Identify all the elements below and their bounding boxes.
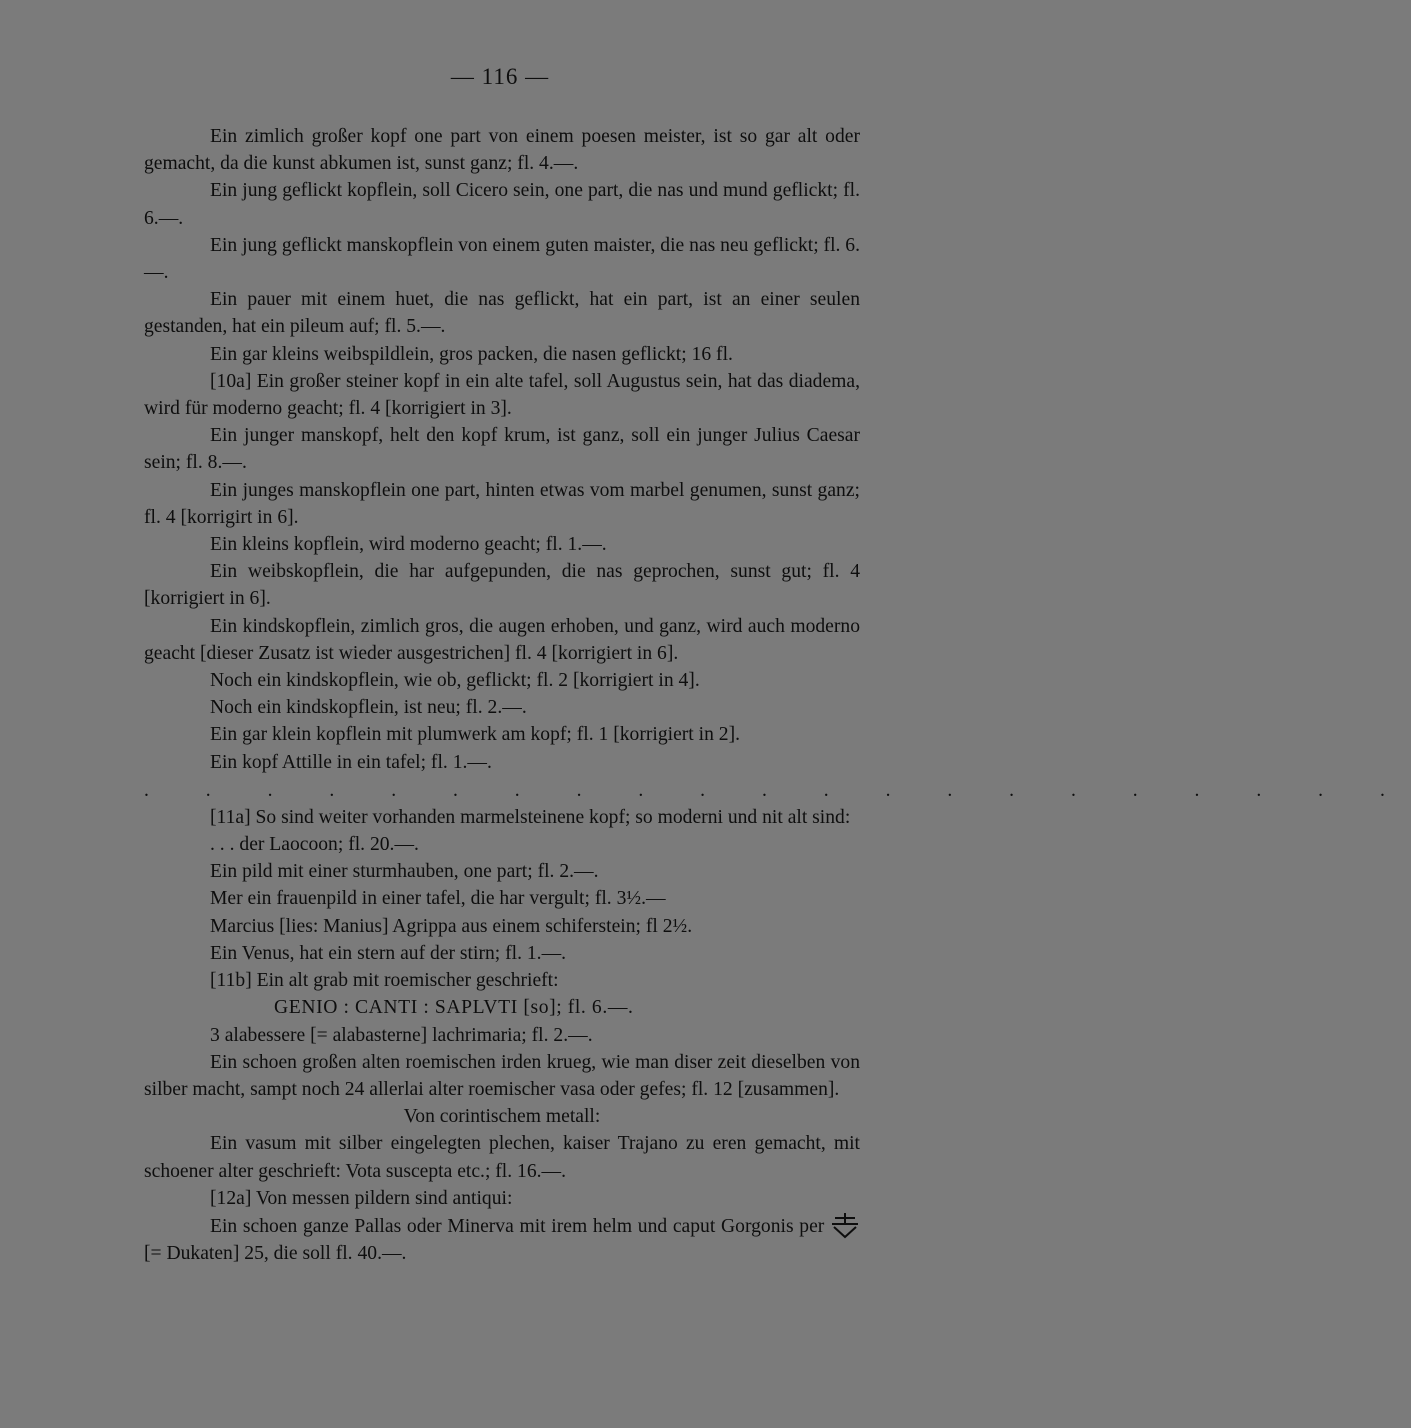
inscription-line: GENIO : CANTI : SAPLVTI [so]; fl. 6.—. xyxy=(274,997,634,1019)
paragraph-text: [= Dukaten] 25, die soll fl. 40.—. xyxy=(144,1243,407,1265)
paragraph: Mer ein frauenpild in einer tafel, die har vergult; fl. 3½.— xyxy=(210,888,666,910)
paragraph: Ein pild mit einer sturmhauben, one part; fl. 2.—. xyxy=(210,861,599,883)
paragraph: Noch ein kindskopflein, ist neu; fl. 2.—. xyxy=(210,697,527,719)
paragraph: Ein jung geflickt manskopflein von einem guten maister, die nas neu geflickt; fl. 6.—. xyxy=(144,234,860,284)
paragraph-with-symbol xyxy=(144,1212,860,1267)
ellipsis-divider: . . . . . . . . . . . . . . . . . . . . . xyxy=(144,779,1411,801)
paragraph: Marcius [lies: Manius] Agrippa aus einem schiferstein; fl 2½. xyxy=(210,915,693,937)
ducat-symbol-icon xyxy=(830,1212,860,1238)
paragraph: Ein jung geflickt kopflein, soll Cicero sein, one part, die nas und mund geflickt; fl. 6.—. xyxy=(144,180,860,229)
paragraph: Ein weibskopflein, die har aufgepunden, die nas geprochen, sunst gut; fl. 4 [korrigiert in 6]. xyxy=(144,561,860,610)
paragraph-text: Ein schoen ganze Pallas oder Minerva mit irem helm und caput Gorgonis per xyxy=(210,1215,825,1237)
paragraph: . . . der Laocoon; fl. 20.—. xyxy=(210,834,419,856)
paragraph: Ein kleins kopflein, wird moderno geacht; fl. 1.—. xyxy=(210,534,607,556)
paragraph: 3 alabessere [= alabasterne] lachrimaria; fl. 2.—. xyxy=(210,1024,593,1046)
paragraph: Ein gar kleins weibspildlein, gros packen, die nasen geflickt; 16 fl. xyxy=(210,343,733,365)
paragraph: [10a] Ein großer steiner kopf in ein alte tafel, soll Augustus sein, hat das diadema, wird für moderno geacht; fl. 4 [korrigiert in 3]. xyxy=(144,370,860,420)
document-text xyxy=(144,123,1411,1267)
paragraph: Ein zimlich großer kopf one part von einem poesen meister, ist so gar alt oder gemacht, da die kunst abkumen ist, sunst ganz; fl. 4.—. xyxy=(144,126,860,175)
paragraph: [11a] So sind weiter vorhanden marmelsteinene kopf; so moderni und nit alt sind: xyxy=(210,806,851,828)
paragraph: Ein pauer mit einem huet, die nas geflickt, hat ein part, ist an einer seulen gestanden, hat ein pileum auf; fl. 5.—. xyxy=(144,289,860,338)
paragraph: Ein junges manskopflein one part, hinten etwas vom marbel genumen, sunst ganz; fl. 4 [korrigirt in 6]. xyxy=(144,479,860,528)
paragraph: Ein gar klein kopflein mit plumwerk am kopf; fl. 1 [korrigiert in 2]. xyxy=(210,724,740,746)
paragraph: [11b] Ein alt grab mit roemischer geschrieft: xyxy=(210,970,559,992)
paragraph: Ein Venus, hat ein stern auf der stirn; fl. 1.—. xyxy=(210,942,567,964)
paragraph: Ein vasum mit silber eingelegten plechen, kaiser Trajano zu eren gemacht, mit schoener alter geschrieft: Vota suscepta etc.; fl. 16.—. xyxy=(144,1133,860,1182)
paragraph: Ein kopf Attille in ein tafel; fl. 1.—. xyxy=(210,751,492,773)
paragraph: [12a] Von messen pildern sind antiqui: xyxy=(210,1187,513,1209)
page-number: — 116 — xyxy=(450,64,550,89)
paragraph: Ein kindskopflein, zimlich gros, die augen erhoben, und ganz, wird auch moderno geacht [dieser Zusatz ist wieder ausgestrichen] fl. 4 [korrigiert in 6]. xyxy=(144,615,860,664)
paragraph: Noch ein kindskopflein, wie ob, geflickt; fl. 2 [korrigiert in 4]. xyxy=(210,670,700,692)
paragraph: Ein schoen großen alten roemischen irden krueg, wie man diser zeit dieselben von silber macht, sampt noch 24 allerlai alter roemischer vasa oder gefes; fl. 12 [zusammen]. xyxy=(144,1051,860,1100)
paragraph: Ein junger manskopf, helt den kopf krum, ist ganz, soll ein junger Julius Caesar sein; fl. 8.—. xyxy=(144,425,860,474)
section-heading: Von corintischem metall: xyxy=(403,1106,601,1128)
